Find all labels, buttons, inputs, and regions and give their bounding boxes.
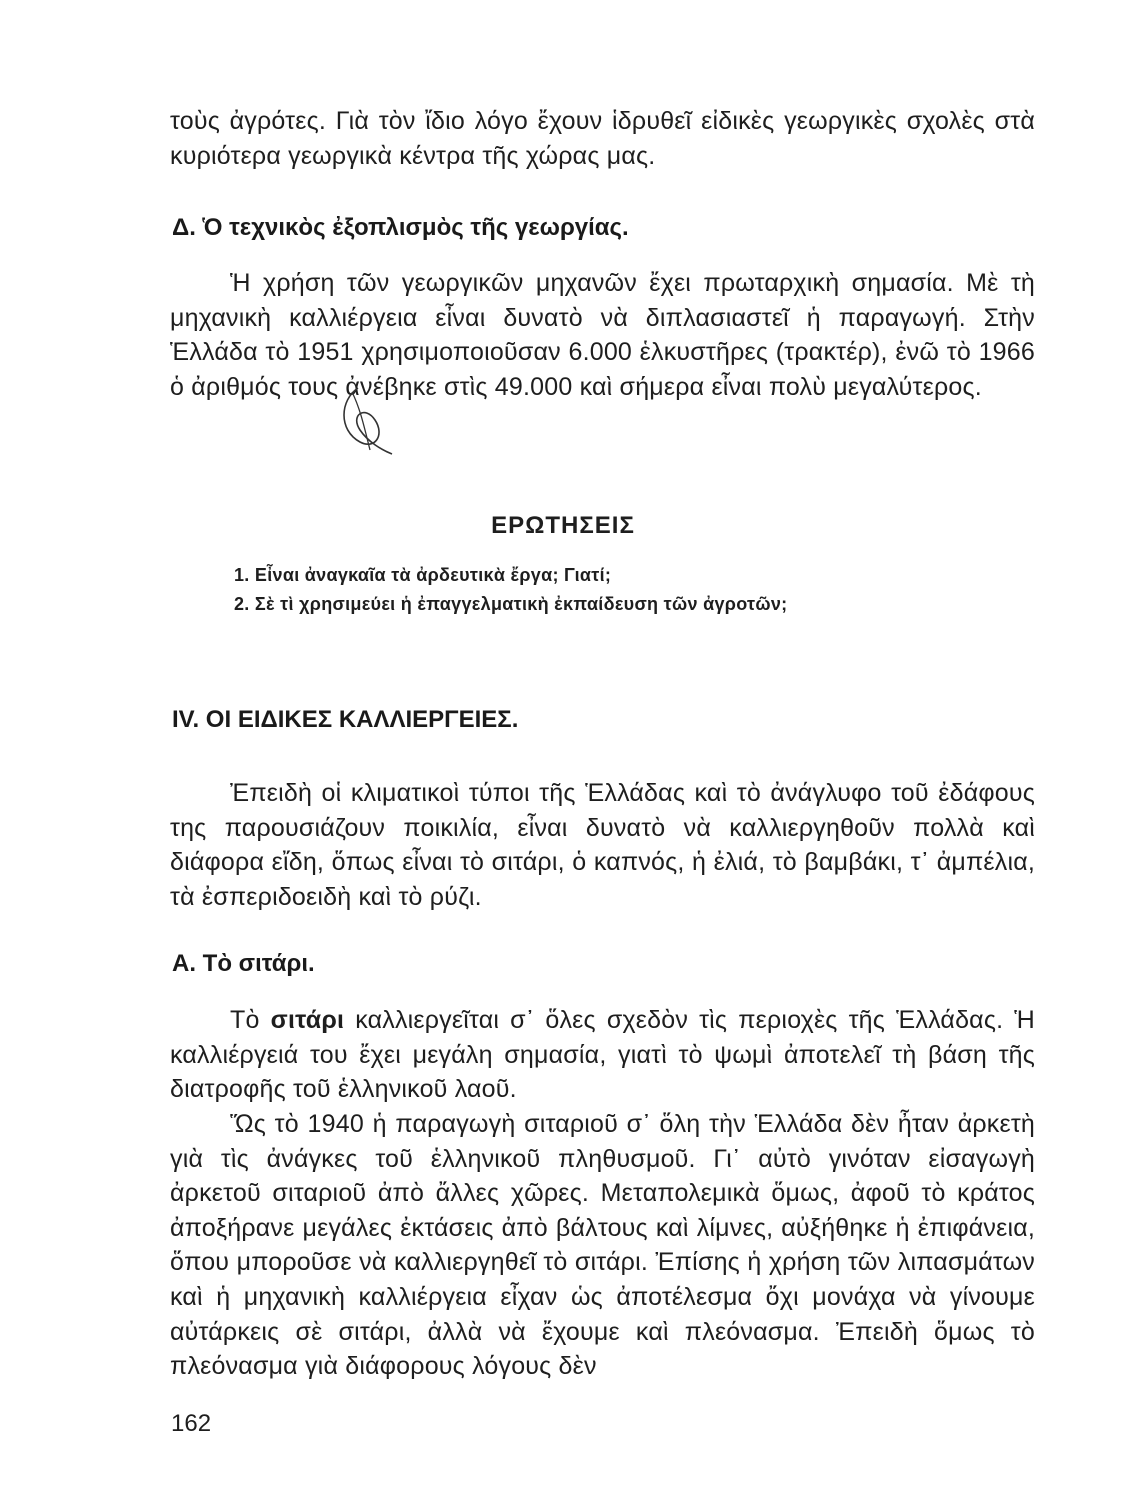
section-d-heading: Δ. Ὁ τεχνικὸς ἐξοπλισμὸς τῆς γεωργίας.: [172, 214, 629, 241]
page-number: 162: [171, 1410, 212, 1437]
section-a-paragraph-1: [170, 1003, 1035, 1107]
section-a-heading: Α. Τὸ σιτάρι.: [172, 950, 315, 977]
question-item: 2. Σὲ τὶ χρησιμεύει ἡ ἐπαγγελματικὴ ἐκπαίδευση τῶν ἀγροτῶν;: [234, 594, 788, 614]
p1-bold-term: σιτάρι: [270, 1006, 345, 1034]
handwritten-mark: [330, 380, 400, 460]
section-a-paragraph-2: Ὥς τὸ 1940 ἡ παραγωγὴ σιταριοῦ σ᾽ ὅλη τὴν Ἑλλάδα δὲν ἦταν ἀρκετὴ γιὰ τὶς ἀνάγκες τοῦ ἑλληνικοῦ πληθυσμοῦ. Γι᾽ αὐτὸ γινόταν εἰσαγωγὴ ἀρκετοῦ σιταριοῦ ἀπὸ ἄλλες χῶρες. Μεταπολεμικὰ ὅμως, ἀφοῦ τὸ κράτος ἀποξήρανε μεγάλες ἐκτάσεις ἀπὸ βάλτους καὶ λίμνες, αὐξήθηκε ἡ ἐπιφάνεια, ὅπου μποροῦσε νὰ καλλιεργηθεῖ τὸ σιτάρι. Ἐπίσης ἡ χρήση τῶν λιπασμάτων καὶ ἡ μηχανικὴ καλλιέργεια εἶχαν ὡς ἀποτέλεσμα ὄχι μονάχα νὰ γίνουμε αὐτάρκεις σὲ σιτάρι, ἀλλὰ νὰ ἔχουμε καὶ πλεόνασμα. Ἐπειδὴ ὅμως τὸ πλεόνασμα γιὰ διάφορους λόγους δὲν: [170, 1110, 1035, 1381]
paragraph-top: τοὺς ἀγρότες. Γιὰ τὸν ἴδιο λόγο ἔχουν ἱδρυθεῖ εἰδικὲς γεωργικὲς σχολὲς στὰ κυριότερα γεωργικὰ κέντρα τῆς χώρας μας.: [170, 107, 1035, 170]
section-d-paragraph: Ἡ χρήση τῶν γεωργικῶν μηχανῶν ἔχει πρωταρχικὴ σημασία. Μὲ τὴ μηχανικὴ καλλιέργεια εἶναι δυνατὸ νὰ διπλασιαστεῖ ἡ παραγωγή. Στὴν Ἑλλάδα τὸ 1951 χρησιμοποιοῦσαν 6.000 ἑλκυστῆρες (τρακτέρ), ἐνῶ τὸ 1966 ὁ ἀριθμός τους ἀνέβηκε στὶς 49.000 καὶ σήμερα εἶναι πολὺ μεγαλύτερος.: [170, 269, 1035, 401]
section-iv-paragraph: Ἐπειδὴ οἱ κλιματικοὶ τύποι τῆς Ἑλλάδας καὶ τὸ ἀνάγλυφο τοῦ ἐδάφους της παρουσιάζουν ποικιλία, εἶναι δυνατὸ νὰ καλλιεργηθοῦν πολλὰ καὶ διάφορα εἴδη, ὅπως εἶναι τὸ σιτάρι, ὁ καπνός, ἡ ἐλιά, τὸ βαμβάκι, τ᾽ ἀμπέλια, τὰ ἐσπεριδοειδὴ καὶ τὸ ρύζι.: [170, 779, 1035, 911]
p1-prefix: Τὸ: [230, 1006, 260, 1034]
p1-rest: καλλιεργεῖται σ᾽ ὅλες σχεδὸν τὶς περιοχὲς τῆς Ἑλλάδας. Ἡ καλλιέργειά του ἔχει μεγάλη σημασία, γιατὶ τὸ ψωμὶ ἀποτελεῖ τὴ βάση τῆς διατροφῆς τοῦ ἑλληνικοῦ λαοῦ.: [170, 1006, 1035, 1104]
section-iv-heading: IV. ΟΙ ΕΙΔΙΚΕΣ ΚΑΛΛΙΕΡΓΕΙΕΣ.: [172, 706, 519, 733]
question-item: 1. Εἶναι ἀναγκαῖα τὰ ἀρδευτικὰ ἔργα; Γιατί;: [234, 565, 612, 585]
questions-title: ΕΡΩΤΗΣΕΙΣ: [491, 512, 635, 539]
